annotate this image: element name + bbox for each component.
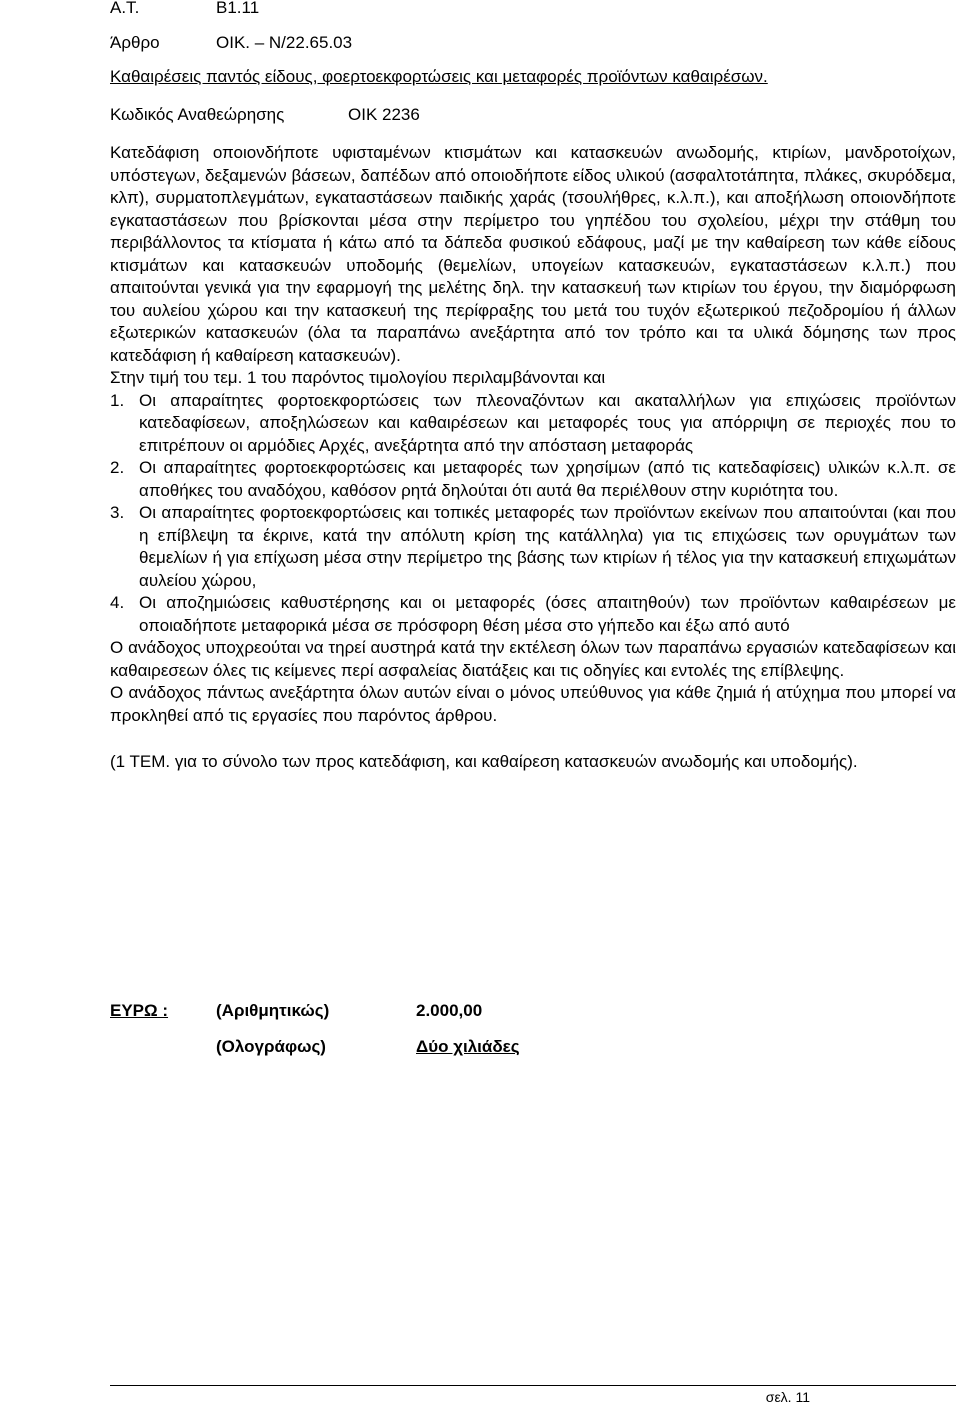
revision-code [110, 104, 420, 126]
list-item: 4. Οι αποζημιώσεις καθυστέρησης και οι μεταφορές (όσες απαιτηθούν) των προϊόντων καθαιρέσεων με οποιαδήποτε μεταφορικά μέσα σε πρόσφορη θέση μέσα στο γήπεδο και έξω από αυτό [110, 593, 956, 635]
paragraph-safety: Ο ανάδοχος υποχρεούται να τηρεί αυστηρά κατά την εκτέλεση όλων των παραπάνω εργασιών κατεδαφίσεων και καθαιρεσεων όλες τις κείμενες περί ασφαλείας διατάξεις και τις οδηγίες και εντολές της επίβλεψης. [110, 638, 956, 680]
currency-label: ΕΥΡΩ : [110, 1001, 169, 1020]
article-title: Καθαιρέσεις παντός είδους, φοερτοεκφορτώσεις και μεταφορές προϊόντων καθαιρέσων. [110, 67, 768, 86]
paragraph-liability: Ο ανάδοχος πάντως ανεξάρτητα όλων αυτών είναι ο μόνος υπεύθυνος για κάθε ζημιά ή ατύχημα που μπορεί να προκληθεί από τις εργασίες που παρόντος άρθρου. [110, 683, 956, 725]
price-block [110, 993, 520, 1065]
page-number: σελ. 11 [765, 1389, 810, 1405]
numeric-label: (Αριθμητικώς) [216, 1001, 330, 1020]
header-at [110, 0, 259, 19]
footer-divider [110, 1385, 956, 1386]
paragraph-description: Κατεδάφιση οποιονδήποτε υφισταμένων κτισμάτων και κατασκευών ανωδομής, κτιρίων, μανδροτοίχων, υπόστεγων, δεξαμενών βάσεων, δαπέδων από οποιοδήποτε είδος υλικού (ασφαλτοτάπητα, πλάκες, σκυρόδεμα, κλπ), συρματοπλεγμάτων, εγκαταστάσεων παιδικής χαράς (τσουλήθρες, κ.λ.π.), και αποξήλωση οποιονδήποτε εγκαταστάσεων που βρίσκονται μέσα στην περίμετρο του γηπέδου του σχολείου, μέχρι την στάθμη του περιβάλλοντος τα κτίσματα ή κάτω από τα δάπεδα φυσικού εδάφους, μαζί με την καθαίρεση των κάθε είδους κτισμάτων και κατασκευών υποδομής (θεμελίων, υπογείων κατασκευών, εγκαταστάσεων κ.λ.π.) που απαιτούνται γενικά για την εφαρμογή της μελέτης δηλ. την κατασκευή των κτιρίων του έργου, την διαμόρφωση του αυλείου χώρου και την κατασκευή της περίφραξης του μετά του τυχόν εξωτερικού πεζοδρομίου ή άλλων εξωτερικών κατασκευών (όλα τα παραπάνω ανεξάρτητα από τον τρόπο και τα υλικά δόμησης των προς κατεδάφιση ή καθαίρεση κατασκευών). [110, 143, 956, 365]
inclusions-list [110, 390, 956, 638]
header-article [110, 32, 352, 54]
list-item: 3. Οι απαραίτητες φορτοεκφορτώσεις και τοπικές μεταφορές των προϊόντων εκείνων που απαιτούνται (και που η επίβλεψη τα έκρινε, κατά την απόλυτη κρίση της κατάλληλα) για τις επιχώσεις των ορυγμάτων των θεμελίων ή για επίχωση μέσα στην περίμετρο της βάσης των κτιρίων ή τέλος για την κατασκευή επιχωμάτων αυλείου χώρου, [110, 503, 956, 590]
price-numeric-row [110, 993, 520, 1029]
revision-label: Κωδικός Αναθεώρησης [110, 105, 285, 124]
paragraph-list-intro: Στην τιμή του τεμ. 1 του παρόντος τιμολογίου περιλαμβάνονται και [110, 368, 606, 387]
numeric-value: 2.000,00 [416, 1001, 483, 1020]
article-label: Άρθρο [110, 33, 160, 52]
list-item: 2. Οι απαραίτητες φορτοεκφορτώσεις και μεταφορές των χρησίμων (από τις κατεδαφίσεις) υλικών κ.λ.π. σε αποθήκες του αναδόχου, καθόσον ρητά δηλούται ότι αυτά θα περιέλθουν στην κυριότητα του. [110, 458, 956, 500]
revision-value: ΟΙΚ 2236 [348, 105, 420, 124]
article-value: ΟΙΚ. – Ν/22.65.03 [216, 33, 353, 52]
at-label: Α.Τ. [110, 0, 140, 17]
article-body [110, 142, 956, 774]
unit-note: (1 ΤΕΜ. για το σύνολο των προς κατεδάφιση, και καθαίρεση κατασκευών ανωδομής και υποδομής). [110, 752, 858, 771]
price-words-row [110, 1029, 520, 1065]
words-label: (Ολογράφως) [216, 1037, 326, 1056]
list-item: 1. Οι απαραίτητες φορτοεκφορτώσεις των πλεοναζόντων και ακαταλλήλων για επιχώσεις προϊόντων κατεδαφίσεων, αποξηλώσεων και καθαιρέσεων και μεταφορές τους για απόρριψη σε περιοχές που το επιτρέπουν οι αρμόδιες Αρχές, ανεξάρτητα από την απόσταση μεταφοράς [110, 390, 956, 455]
at-value: Β1.11 [216, 0, 260, 17]
words-value: Δύο χιλιάδες [416, 1037, 520, 1056]
